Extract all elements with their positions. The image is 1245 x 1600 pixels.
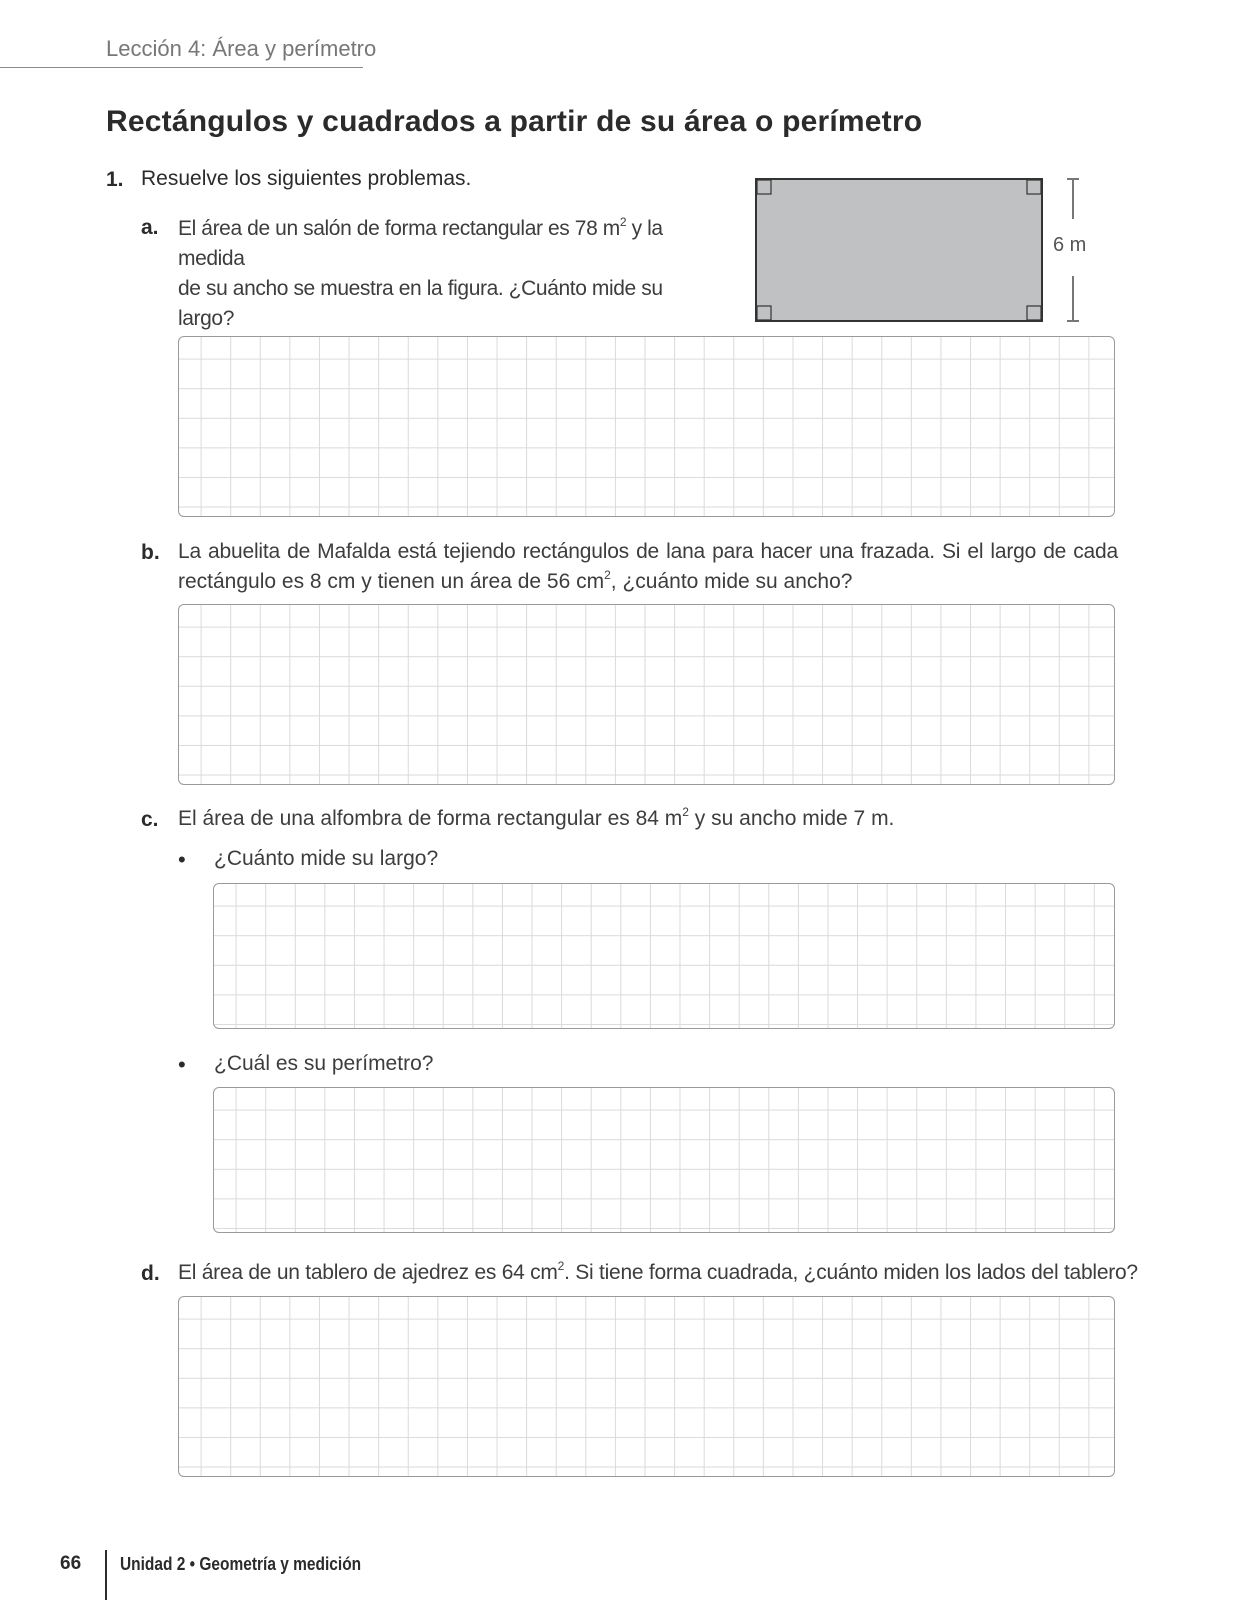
item-b-text xyxy=(178,537,1118,597)
item-b-line1: La abuelita de Mafalda está tejiendo rectángulos de lana para hacer una frazada. Si el largo de cada xyxy=(178,540,1118,563)
item-d-letter: d. xyxy=(141,1262,160,1285)
lesson-header: Lección 4: Área y perímetro xyxy=(106,36,377,61)
item-c-letter: c. xyxy=(141,808,159,831)
exercise-instruction: Resuelve los siguientes problemas. xyxy=(141,167,472,190)
item-b-letter: b. xyxy=(141,541,160,564)
item-a-text xyxy=(178,214,723,334)
footer-divider xyxy=(105,1550,107,1600)
item-a-letter: a. xyxy=(141,216,159,239)
header-divider xyxy=(0,67,363,68)
item-c-text: El área de una alfombra de forma rectangular es 84 $m^2$ y su ancho mide 7 m. xyxy=(178,805,895,830)
footer-unit-label: Unidad 2 • Geometría y medición xyxy=(120,1554,362,1574)
exercise-number: 1. xyxy=(106,168,124,191)
item-c-question-2: ¿Cuál es su perímetro? xyxy=(214,1052,434,1075)
item-c-question-1: ¿Cuánto mide su largo? xyxy=(214,847,439,870)
answer-grid-c1[interactable] xyxy=(213,883,1115,1029)
item-b-line2: rectángulo es 8 cm y tienen un área de 56 $cm^2$, ¿cuánto mide su ancho? xyxy=(178,568,853,593)
width-dimension-label: 6 m xyxy=(1053,234,1087,256)
bullet: • xyxy=(178,1052,186,1077)
answer-grid-c2[interactable] xyxy=(213,1087,1115,1233)
item-d-text: El área de un tablero de ajedrez es 64 $cm^2$. Si tiene forma cuadrada, ¿cuánto miden los lados del tablero? xyxy=(178,1259,1138,1284)
answer-grid-b[interactable] xyxy=(178,604,1115,785)
item-a-line1: El área de un salón de forma rectangular es 78 $m^2$ y la medida xyxy=(178,215,663,270)
salon-rectangle xyxy=(756,179,1042,321)
item-a-line2: de su ancho se muestra en la figura. ¿Cuánto mide su largo? xyxy=(178,277,663,330)
bullet: • xyxy=(178,847,186,872)
answer-grid-a[interactable] xyxy=(178,336,1115,517)
page-title: Rectángulos y cuadrados a partir de su área o perímetro xyxy=(106,105,923,138)
page-number: 66 xyxy=(60,1553,82,1574)
answer-grid-d[interactable] xyxy=(178,1296,1115,1477)
